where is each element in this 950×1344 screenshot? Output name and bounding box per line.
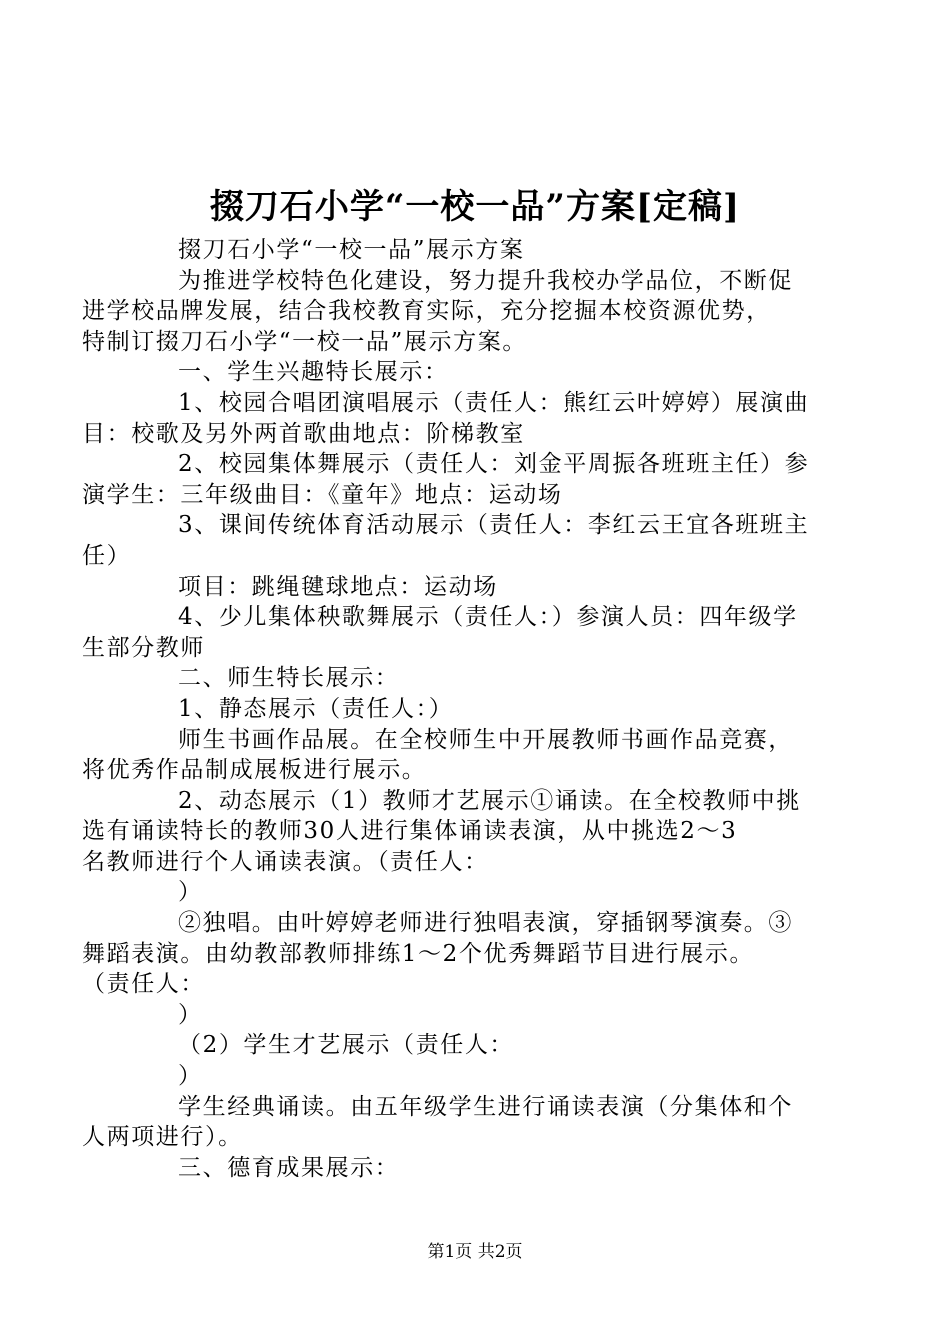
paragraph-line: ）	[178, 879, 203, 906]
paragraph-line: 任）	[82, 542, 132, 569]
paragraph-line: 生部分教师	[82, 634, 205, 661]
body-paragraph	[82, 510, 835, 571]
body-paragraph	[82, 388, 835, 449]
paragraph-line: 将优秀作品制成展板进行展示。	[82, 757, 427, 784]
body-paragraph	[130, 235, 835, 266]
paragraph-line: 掇刀石小学“一校一品”展示方案	[178, 237, 525, 263]
paragraph-line: 1、校园合唱团演唱展示（责任人：熊红云叶婷婷）展演曲	[178, 389, 810, 416]
page-number-footer: 第1页 共2页	[427, 1242, 523, 1262]
body-paragraph	[130, 357, 835, 388]
paragraph-line: （2）学生才艺展示（责任人：	[178, 1032, 515, 1059]
paragraph-line: （责任人：	[82, 971, 205, 998]
paragraph-line: 1、静态展示（责任人：）	[178, 695, 454, 722]
paragraph-line: 选有诵读特长的教师30人进行集体诵读表演，从中挑选2～3	[82, 818, 738, 845]
body-paragraph	[130, 1153, 835, 1184]
body-paragraph	[130, 1030, 835, 1061]
body-paragraph	[130, 1000, 835, 1031]
body-paragraph	[130, 694, 835, 725]
body-paragraph	[82, 449, 835, 510]
body-paragraph	[82, 1092, 835, 1153]
paragraph-line: 师生书画作品展。在全校师生中开展教师书画作品竞赛，	[178, 726, 793, 753]
body-paragraph	[82, 786, 835, 878]
paragraph-line: 演学生：三年级曲目：《童年》地点：运动场	[82, 481, 563, 508]
paragraph-line: 舞蹈表演。由幼教部教师排练1～2个优秀舞蹈节目进行展示。	[82, 940, 755, 967]
paragraph-line: 名教师进行个人诵读表演。（责任人：	[82, 848, 489, 875]
paragraph-line: ）	[178, 1063, 203, 1090]
paragraph-line: 项目：跳绳毽球地点：运动场	[178, 573, 498, 600]
paragraph-line: 为推进学校特色化建设，努力提升我校办学品位，不断促	[178, 267, 793, 294]
body-paragraph	[130, 663, 835, 694]
body-paragraph	[130, 1061, 835, 1092]
paragraph-line: 目：校歌及另外两首歌曲地点：阶梯教室	[82, 420, 525, 447]
paragraph-line: 3、课间传统体育活动展示（责任人：李红云王宜各班班主	[178, 512, 810, 539]
paragraph-line: 三、德育成果展示：	[178, 1154, 400, 1181]
body-paragraph	[82, 602, 835, 663]
paragraph-line: 二、师生特长展示：	[178, 665, 400, 692]
paragraph-line: 人两项进行）。	[82, 1124, 243, 1151]
paragraph-line: ②独唱。由叶婷婷老师进行独唱表演，穿插钢琴演奏。③	[178, 910, 793, 937]
body-paragraph	[82, 908, 835, 1000]
paragraph-line: 4、少儿集体秧歌舞展示（责任人：）参演人员：四年级学	[178, 604, 798, 631]
body-paragraph	[82, 266, 835, 358]
document-title: 掇刀石小学“一校一品”方案[定稿]	[209, 187, 741, 227]
body-paragraph	[82, 725, 835, 786]
paragraph-line: 一、学生兴趣特长展示：	[178, 359, 449, 386]
body-paragraph	[130, 572, 835, 603]
paragraph-line: ）	[178, 1001, 203, 1028]
body-paragraph	[130, 877, 835, 908]
paragraph-line: 2、校园集体舞展示（责任人：刘金平周振各班班主任）参	[178, 451, 810, 478]
paragraph-line: 学生经典诵读。由五年级学生进行诵读表演（分集体和个	[178, 1093, 793, 1120]
paragraph-line: 进学校品牌发展，结合我校教育实际，充分挖掘本校资源优势，	[82, 298, 771, 325]
paragraph-line: 特制订掇刀石小学“一校一品”展示方案。	[82, 328, 527, 355]
document-body	[82, 235, 835, 1183]
paragraph-line: 2、动态展示（1）教师才艺展示①诵读。在全校教师中挑	[178, 787, 801, 814]
